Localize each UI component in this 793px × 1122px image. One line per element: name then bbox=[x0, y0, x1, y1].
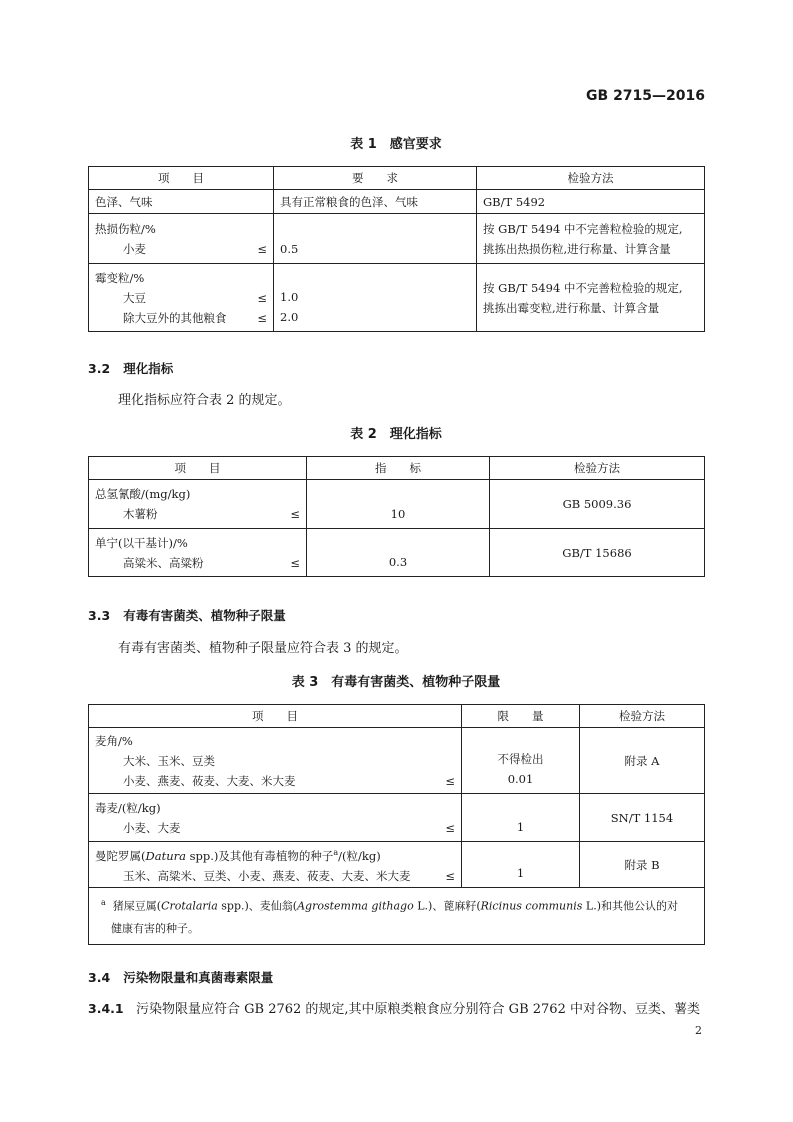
t1-r2-method1: 按 GB/T 5494 中不完善粒检验的规定, bbox=[483, 221, 683, 236]
t3-r3-val: 1 bbox=[462, 842, 580, 888]
t3-r2-item: 毒麦/(粒/kg) bbox=[95, 800, 161, 815]
t2-r1-item: 总氢氰酸/(mg/kg) bbox=[95, 487, 191, 501]
t3-r3-op: ≤ bbox=[445, 868, 455, 883]
t2-r2-item: 单宁(以干基计)/% bbox=[95, 535, 188, 550]
t3-r3-item: 曼陀罗属(Datura spp.)及其他有毒植物的种子$^a$/(粒/kg) bbox=[95, 848, 381, 863]
t1-r2-method2: 挑拣出热损伤粒,进行称量、计算含量 bbox=[483, 241, 671, 256]
table-row bbox=[89, 214, 705, 264]
t3-r1-val1: 不得检出 bbox=[497, 752, 544, 766]
t1-r3-op1: ≤ bbox=[257, 290, 267, 305]
section-number: 3.4 bbox=[88, 970, 111, 985]
section-3-3-text: 有毒有害菌类、植物种子限量应符合表 3 的规定。 bbox=[118, 641, 408, 656]
section-title: 理化指标 bbox=[123, 361, 174, 376]
table-row bbox=[89, 529, 705, 577]
t2-r2-method: GB/T 15686 bbox=[490, 529, 705, 577]
t1-r1-req: 具有正常粮食的色泽、气味 bbox=[274, 190, 477, 214]
t1-header-method: 检验方法 bbox=[477, 167, 705, 190]
t3-header-limit: 限 量 bbox=[462, 705, 580, 728]
section-3-4-1-text: 污染物限量应符合 GB 2762 的规定,其中原粮类粮食应分别符合 GB 2762 中对谷物、豆类、薯类 bbox=[136, 1002, 700, 1017]
section-number: 3.2 bbox=[88, 361, 111, 376]
t3-r2-method: SN/T 1154 bbox=[580, 794, 705, 842]
t3-r3-sub: 玉米、高粱米、豆类、小麦、燕麦、莜麦、大麦、米大麦 bbox=[123, 868, 411, 883]
section-title: 有毒有害菌类、植物种子限量 bbox=[123, 608, 286, 623]
t1-r3-val2: 2.0 bbox=[280, 310, 299, 324]
t2-r2-val: 0.3 bbox=[307, 529, 490, 577]
t3-r1-op2: ≤ bbox=[445, 773, 455, 788]
table-sensory-requirements bbox=[88, 166, 705, 332]
t1-r2-val: 0.5 bbox=[274, 214, 477, 264]
table-toxic-fungi-seeds bbox=[88, 704, 705, 945]
t1-r3-op2: ≤ bbox=[257, 310, 267, 325]
t2-header-method: 检验方法 bbox=[490, 457, 705, 480]
table-row bbox=[89, 190, 705, 214]
page-number: 2 bbox=[695, 1024, 702, 1037]
section-3-2-text: 理化指标应符合表 2 的规定。 bbox=[118, 393, 291, 408]
t1-r3-item: 霉变粒/% bbox=[95, 270, 145, 285]
t2-r1-method: GB 5009.36 bbox=[490, 480, 705, 529]
t2-header-item: 项 目 bbox=[89, 457, 307, 480]
t1-header-item: 项 目 bbox=[89, 167, 274, 190]
section-3-2-heading bbox=[88, 359, 173, 377]
t2-header-index: 指 标 bbox=[307, 457, 490, 480]
section-number: 3.4.1 bbox=[88, 1001, 124, 1016]
t3-header-method: 检验方法 bbox=[580, 705, 705, 728]
table-row bbox=[89, 842, 705, 888]
table-row bbox=[89, 264, 705, 332]
t2-r1-val: 10 bbox=[307, 480, 490, 529]
t3-r1-val2: 0.01 bbox=[507, 772, 534, 786]
table-physicochemical bbox=[88, 456, 705, 577]
table-footnote-row bbox=[89, 888, 705, 945]
t1-r2-op: ≤ bbox=[257, 241, 267, 256]
t1-r2-item: 热损伤粒/% bbox=[95, 221, 156, 236]
t1-r3-val1: 1.0 bbox=[280, 290, 299, 304]
section-title: 污染物限量和真菌毒素限量 bbox=[123, 970, 274, 985]
t1-r3-method1: 按 GB/T 5494 中不完善粒检验的规定, bbox=[483, 280, 683, 295]
t1-r3-sub2: 除大豆外的其他粮食 bbox=[123, 310, 227, 325]
t1-r2-sub: 小麦 bbox=[123, 241, 146, 256]
t3-r3-method: 附录 B bbox=[580, 842, 705, 888]
t3-r1-item: 麦角/% bbox=[95, 733, 133, 748]
t2-r1-sub: 木薯粉 bbox=[123, 507, 158, 521]
t3-r1-sub2: 小麦、燕麦、莜麦、大麦、米大麦 bbox=[123, 773, 296, 788]
table-row bbox=[89, 728, 705, 794]
table3-caption: 表 3 有毒有害菌类、植物种子限量 bbox=[291, 675, 501, 690]
t3-r2-sub: 小麦、大麦 bbox=[123, 820, 181, 835]
t3-r2-val: 1 bbox=[462, 794, 580, 842]
t3-header-item: 项 目 bbox=[89, 705, 462, 728]
section-number: 3.3 bbox=[88, 608, 111, 623]
section-3-4-heading bbox=[88, 968, 273, 986]
t2-r2-op: ≤ bbox=[290, 555, 300, 570]
standard-number: GB 2715—2016 bbox=[586, 88, 705, 104]
t2-r1-op: ≤ bbox=[290, 507, 300, 521]
table1-caption: 表 1 感官要求 bbox=[350, 137, 442, 152]
t3-r1-method: 附录 A bbox=[580, 728, 705, 794]
t2-r2-sub: 高粱米、高粱粉 bbox=[123, 555, 204, 570]
table2-caption: 表 2 理化指标 bbox=[350, 427, 442, 442]
t3-footnote: $^a$ 猪屎豆属(Crotalaria spp.)、麦仙翁(Agrostemma githago L.)、蓖麻籽(Ricinus communis L.)和其他公认的对 健康有害的种子。 bbox=[89, 888, 705, 945]
t1-r3-sub1: 大豆 bbox=[123, 290, 146, 305]
section-3-4-1 bbox=[88, 998, 708, 1017]
t3-r1-sub1: 大米、玉米、豆类 bbox=[123, 753, 215, 768]
t1-r1-item: 色泽、气味 bbox=[89, 190, 274, 214]
section-3-3-heading bbox=[88, 606, 286, 624]
t3-r2-op: ≤ bbox=[445, 820, 455, 835]
t1-r1-method: GB/T 5492 bbox=[477, 190, 705, 214]
t1-header-req: 要 求 bbox=[274, 167, 477, 190]
table-row bbox=[89, 794, 705, 842]
table-row bbox=[89, 480, 705, 529]
t1-r3-method2: 挑拣出霉变粒,进行称量、计算含量 bbox=[483, 300, 660, 315]
